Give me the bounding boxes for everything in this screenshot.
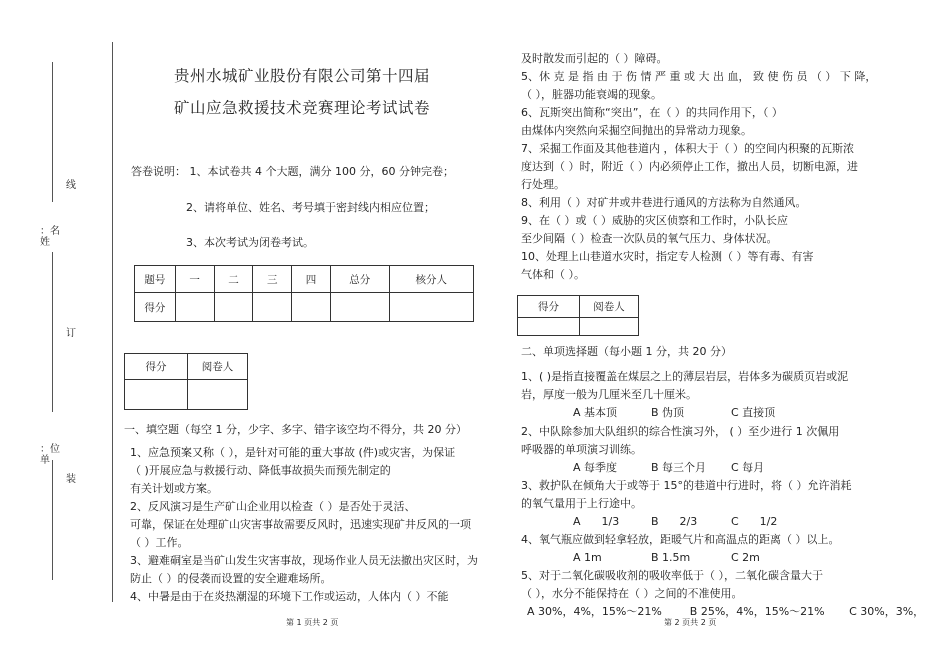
exam-title-line2: 矿山应急救援技术竞赛理论考试试卷 <box>174 99 431 117</box>
score-cell[interactable] <box>330 293 389 322</box>
choice-option-a[interactable]: A 1/3 <box>573 515 620 528</box>
fill-question-line: 可靠，保证在处理矿山灾害事故需要反风时，迅速实现矿井反风的一项 <box>130 518 471 531</box>
binding-line <box>52 252 53 412</box>
choice-question-stem: 1、( )是指直接覆盖在煤层之上的薄层岩层，岩体多为碳质页岩或泥 <box>521 370 849 383</box>
fill-question-line: 行处理。 <box>521 178 565 191</box>
score-cell[interactable] <box>253 293 292 322</box>
section-1-heading: 一、填空题（每空 1 分，少字、多字、错字该空均不得分，共 20 分） <box>124 423 467 436</box>
name-field-label: ：名 姓 <box>40 226 60 248</box>
score-table-header: 四 <box>292 266 331 293</box>
grader-score-cell[interactable] <box>518 318 580 336</box>
instruction-3: 3、本次考试为闭卷考试。 <box>186 236 314 249</box>
choice-question-stem: 岩，厚度一般为几厘米至几十厘米。 <box>521 388 697 401</box>
score-table-header: 总分 <box>330 266 389 293</box>
seal-line <box>112 42 113 602</box>
choice-option-c[interactable]: C 1/2 <box>731 515 778 528</box>
fill-question-line: 9、在（ ）或（ ）威胁的灾区侦察和工作时，小队长应 <box>521 214 788 227</box>
score-cell[interactable] <box>292 293 331 322</box>
page-footer-2: 第 2 页共 2 页 <box>664 618 717 627</box>
score-table-header: 二 <box>214 266 253 293</box>
grader-reviewer-cell[interactable] <box>580 318 639 336</box>
fill-question-line: 8、利用（ ）对矿井或井巷进行通风的方法称为自然通风。 <box>521 196 807 209</box>
fill-question-line: 度达到（ ）时，附近（ ）内必须停止工作，撤出人员，切断电源，进 <box>521 160 858 173</box>
fill-question-line: （ ）工作。 <box>130 536 189 549</box>
choice-question-stem: 的氧气量用于上行途中。 <box>521 497 642 510</box>
grader-box-1 <box>124 353 248 410</box>
grader-reviewer-cell[interactable] <box>188 380 248 410</box>
section-2-heading: 二、单项选择题（每小题 1 分，共 20 分） <box>521 345 732 358</box>
fill-question-line: 有关计划或方案。 <box>130 482 218 495</box>
score-cell[interactable] <box>175 293 214 322</box>
grader-reviewer-label: 阅卷人 <box>580 296 639 318</box>
fill-question-line: 10、处理上山巷道水灾时，指定专人检测（ ）等有毒、有害 <box>521 250 814 263</box>
seal-mark-ding: 订 <box>66 328 76 339</box>
choice-option-b[interactable]: B 2/3 <box>651 515 698 528</box>
page-footer-1: 第 1 页共 2 页 <box>286 618 339 627</box>
fill-question-line: 至少间隔（ ）检查一次队员的氧气压力、身体状况。 <box>521 232 778 245</box>
choice-question-stem: 3、救护队在倾角大于或等于 15°的巷道中行进时，将（ ）允许消耗 <box>521 479 852 492</box>
fill-question-line: 及时散发而引起的（ ）障碍。 <box>521 52 668 65</box>
fill-question-line: （ )开展应急与救援行动、降低事故损失而预先制定的 <box>130 464 391 477</box>
choice-option-a[interactable]: A 基本顶 <box>573 406 618 419</box>
score-table-header: 核分人 <box>389 266 473 293</box>
choice-option-b[interactable]: B 伪顶 <box>651 406 685 419</box>
fill-question-line: 5、休 克 是 指 由 于 伤 情 严 重 或 大 出 血， 致 使 伤 员 （ ） 下 降， <box>521 70 877 83</box>
binding-line <box>52 460 53 580</box>
choice-option-c[interactable]: C 直接顶 <box>731 406 776 419</box>
score-table-header: 一 <box>175 266 214 293</box>
score-table-header: 三 <box>253 266 292 293</box>
grader-score-label: 得分 <box>125 354 188 380</box>
choice-question-stem: 2、中队除参加大队组织的综合性演习外， ( ）至少进行 1 次佩用 <box>521 425 840 438</box>
choice-option-c[interactable]: C 每月 <box>731 461 765 474</box>
binding-line <box>52 62 53 202</box>
fill-question-line: 3、避难硐室是当矿山发生灾害事故，现场作业人员无法撤出灾区时，为 <box>130 554 478 567</box>
fill-question-line: 7、采掘工作面及其他巷道内 ，体积大于（ ）的空间内积聚的瓦斯浓 <box>521 142 854 155</box>
score-table-row-label: 得分 <box>135 293 176 322</box>
grader-score-cell[interactable] <box>125 380 188 410</box>
score-cell[interactable] <box>214 293 253 322</box>
grader-reviewer-label: 阅卷人 <box>188 354 248 380</box>
instruction-2: 2、请将单位、姓名、考号填于密封线内相应位置； <box>186 201 435 214</box>
seal-mark-xian: 线 <box>66 180 76 191</box>
choice-question-stem: 呼吸器的单项演习训练。 <box>521 443 642 456</box>
choice-option-c[interactable]: C 2m <box>731 551 760 564</box>
score-table-header: 题号 <box>135 266 176 293</box>
fill-question-line: 气体和（ ）。 <box>521 268 585 281</box>
exam-title-line1: 贵州水城矿业股份有限公司第十四届 <box>174 67 431 85</box>
fill-question-line: （ ），脏器功能衰竭的现象。 <box>521 88 662 101</box>
fill-question-line: 由煤体内突然向采掘空间抛出的异常动力现象。 <box>521 124 752 137</box>
instruction-1: 答卷说明： 1、本试卷共 4 个大题，满分 100 分，60 分钟完卷； <box>131 165 454 178</box>
grader-box-2 <box>517 295 639 336</box>
choice-question-stem: 4、氧气瓶应做到轻拿轻放，距暖气片和高温点的距离（ ）以上。 <box>521 533 840 546</box>
score-cell[interactable] <box>389 293 473 322</box>
choice-question-stem: 5、对于二氧化碳吸收剂的吸收率低于（ ），二氧化碳含量大于 <box>521 569 823 582</box>
seal-mark-zhuang: 装 <box>66 474 76 485</box>
fill-question-line: 2、反风演习是生产矿山企业用以检查（ ）是否处于灵活、 <box>130 500 416 513</box>
choice-question-stem: （ ），水分不能保持在（ ）之间的不准使用。 <box>521 587 743 600</box>
fill-question-line: 4、中暑是由于在炎热潮湿的环境下工作或运动，人体内（ ）不能 <box>130 590 449 603</box>
unit-field-label: ：位 单 <box>40 444 60 466</box>
choice-options-q5[interactable]: A 30%，4%，15%～21% B 25%，4%，15%～21% C 30%，3%， <box>527 605 925 618</box>
grader-score-label: 得分 <box>518 296 580 318</box>
fill-question-line: 防止（ ）的侵袭而设置的安全避难场所。 <box>130 572 332 585</box>
score-table <box>134 265 474 322</box>
choice-option-b[interactable]: B 每三个月 <box>651 461 707 474</box>
fill-question-line: 6、瓦斯突出简称“突出”，在（ ）的共同作用下，（ ） <box>521 106 783 119</box>
fill-question-line: 1、应急预案又称（ ），是针对可能的重大事故 (件)或灾害，为保证 <box>130 446 456 459</box>
choice-option-a[interactable]: A 1m <box>573 551 602 564</box>
choice-option-b[interactable]: B 1.5m <box>651 551 691 564</box>
choice-option-a[interactable]: A 每季度 <box>573 461 618 474</box>
